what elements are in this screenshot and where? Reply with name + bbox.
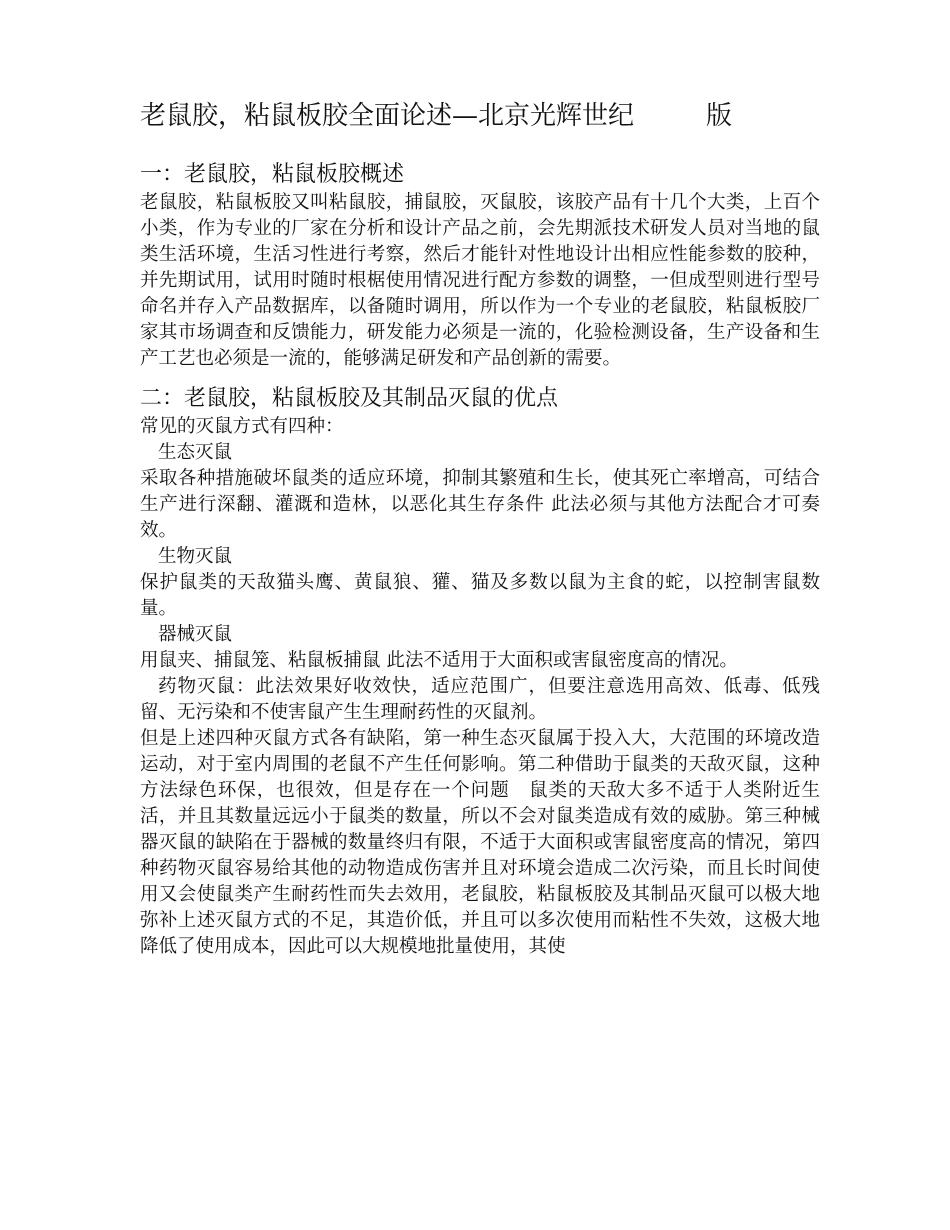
method-2-label: 生物灭鼠 <box>158 546 233 567</box>
method-3-text: 用鼠夹、捕鼠笼、粘鼠板捕鼠 此法不适用于大面积或害鼠密度高的情况。 <box>140 650 738 671</box>
section-2-intro: 常见的灭鼠方式有四种： <box>140 416 344 437</box>
method-3-label: 器械灭鼠 <box>158 624 233 645</box>
analysis-paragraph: 但是上述四种灭鼠方式各有缺陷，第一种生态灭鼠属于投入大，大范围的环境改造运动，对于室内周围的老鼠不产生任何影响。第二种借助于鼠类的天敌灭鼠，这种方法绿色环保，也很效，但是存在一个问题 鼠类的天敌大多不适于人类附近生活，并且其数量远远小于鼠类的数量，所以不会对鼠类造成有效的威胁。第三种械器灭鼠的缺陷在于器械的数量终归有限，不适于大面积或害鼠密度高的情况，第四种药物灭鼠容易给其他的动物造成伤害并且对环境会造成二次污染，而且长时间使用又会使鼠类产生耐药性而失去效用，老鼠胶，粘鼠板胶及其制品灭鼠可以极大地弥补上述灭鼠方式的不足，其造价低，并且可以多次使用而粘性不失效，这极大地降低了使用成本，因此可以大规模地批量使用，其使 <box>140 728 820 957</box>
document-page <box>140 98 820 960</box>
document-title-suffix: 版 <box>706 101 733 131</box>
section-spacer <box>140 372 820 384</box>
method-1-label: 生态灭鼠 <box>158 442 233 463</box>
method-4-text: 药物灭鼠：此法效果好收效快，适应范围广，但要注意选用高效、低毒、低残留、无污染和不使害鼠产生生理耐药性的灭鼠剂。 <box>140 676 820 723</box>
section-1-heading: 一：老鼠胶，粘鼠板胶概述 <box>140 162 405 187</box>
method-1-text: 采取各种措施破坏鼠类的适应环境，抑制其繁殖和生长，使其死亡率增高，可结合生产进行深翻、灌溉和造林，以恶化其生存条件 此法必须与其他方法配合才可奏效。 <box>140 468 820 541</box>
section-2-heading: 二：老鼠胶，粘鼠板胶及其制品灭鼠的优点 <box>140 386 559 411</box>
section-1-paragraph: 老鼠胶，粘鼠板胶又叫粘鼠胶，捕鼠胶，灭鼠胶，该胶产品有十几个大类，上百个小类，作为专业的厂家在分析和设计产品之前，会先期派技术研发人员对当地的鼠类生活环境，生活习性进行考察，然后才能针对性地设计出相应性能参数的胶种，并先期试用，试用时随时根椐使用情况进行配方参数的调整，一但成型则进行型号命名并存入产品数据库，以备随时调用，所以作为一个专业的老鼠胶，粘鼠板胶厂家其市场调查和反馈能力，研发能力必须是一流的，化验检测设备，生产设备和生产工艺也必须是一流的，能够满足研发和产品创新的需要。 <box>140 192 820 369</box>
document-title <box>140 98 820 134</box>
method-2-text: 保护鼠类的天敌猫头鹰、黄鼠狼、獾、猫及多数以鼠为主食的蛇，以控制害鼠数量。 <box>140 572 820 619</box>
document-title-main: 老鼠胶，粘鼠板胶全面论述—北京光辉世纪 <box>140 101 635 131</box>
